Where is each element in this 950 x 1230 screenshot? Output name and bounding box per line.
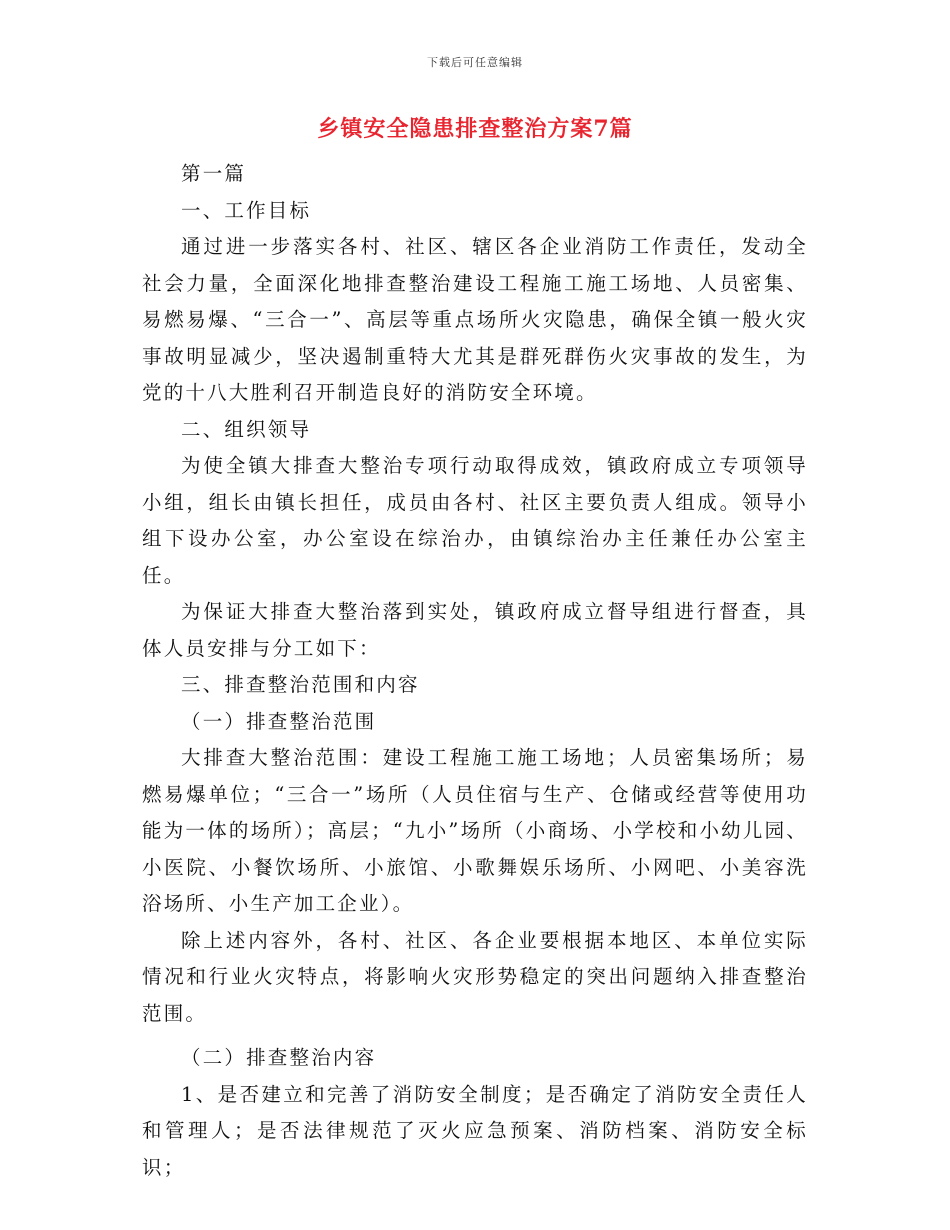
paragraph-supervision: 为保证大排查大整治落到实处，镇政府成立督导组进行督查，具体人员安排与分工如下： [142,600,808,660]
spacer [142,1032,808,1040]
heading-organization: 二、组织领导 [181,417,312,441]
paragraph-goal: 通过进一步落实各村、社区、辖区各企业消防工作责任，发动全社会力量，全面深化地排查整治建设工程施工施工场地、人员密集、易燃易爆、“三合一”、高层等重点场所火灾隐患，确保全镇一般火灾事故明显减少，坚决遏制重特大尤其是群死群伤火灾事故的发生，为党的十八大胜利召开制造良好的消防安全环境。 [142,235,808,404]
paragraph-scope-extra: 除上述内容外，各村、社区、各企业要根据本地区、本单位实际情况和行业火灾特点，将影响火灾形势稳定的突出问题纳入排查整治范围。 [142,928,808,1025]
document-title: 乡镇安全隐患排查整治方案7篇 [317,116,633,142]
document-body [142,156,808,1186]
section-label: 第一篇 [181,162,247,185]
paragraph-organization: 为使全镇大排查大整治专项行动取得成效，镇政府成立专项领导小组，组长由镇长担任，成员由各村、社区主要负责人组成。领导小组下设办公室，办公室设在综治办，由镇综治办主任兼任办公室主任。 [142,454,808,587]
subheading-content: （二）排查整治内容 [181,1046,377,1069]
heading-work-goal: 一、工作目标 [181,198,312,222]
header-note: 下载后可任意编辑 [427,56,523,69]
paragraph-scope: 大排查大整治范围：建设工程施工施工场地；人员密集场所；易燃易爆单位；“三合一”场所（人员住宿与生产、仓储或经营等使用功能为一体的场所）；高层；“九小”场所（小商场、小学校和小幼儿园、小医院、小餐饮场所、小旅馆、小歌舞娱乐场所、小网吧、小美容洗浴场所、小生产加工企业）。 [142,746,808,915]
heading-scope-content: 三、排查整治范围和内容 [181,673,420,696]
paragraph-content-1: 1、是否建立和完善了消防安全制度；是否确定了消防安全责任人和管理人；是否法律规范了灭火应急预案、消防档案、消防安全标识； [142,1082,808,1179]
subheading-scope: （一）排查整治范围 [181,709,377,733]
